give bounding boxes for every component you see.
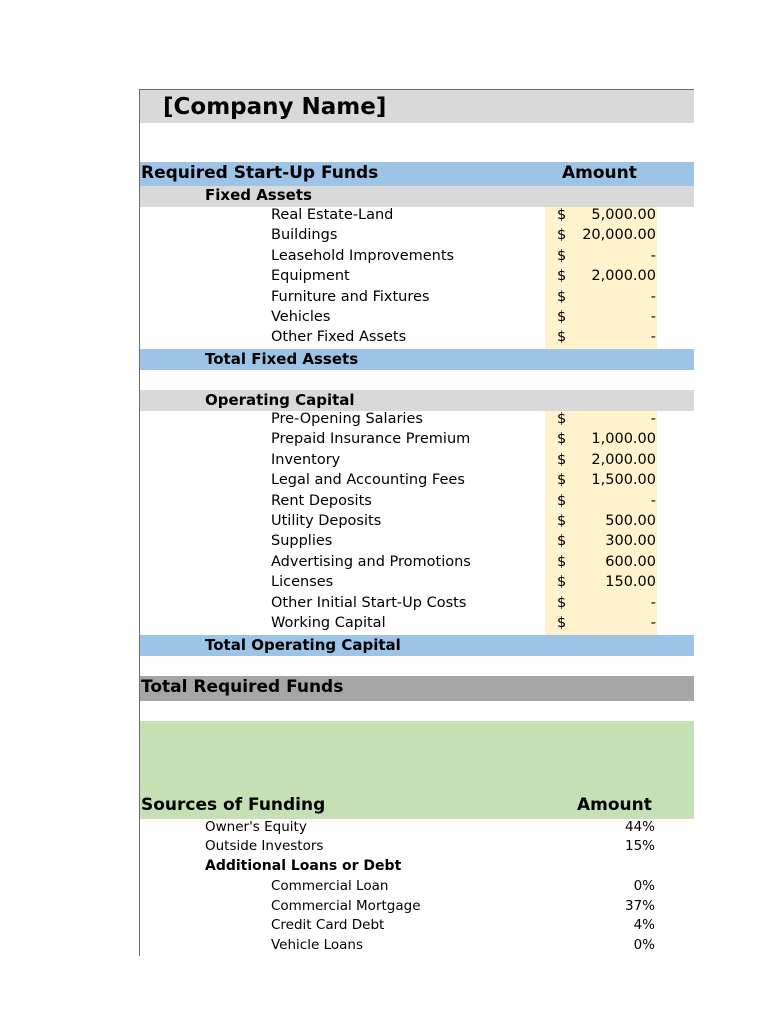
currency-symbol: $ — [557, 309, 567, 325]
line-item-label: Leasehold Improvements — [271, 247, 455, 264]
line-item-label: Pre-Opening Salaries — [271, 411, 423, 427]
total-required-funds-label: Total Required Funds — [141, 677, 344, 697]
line-item-label: Legal and Accounting Fees — [271, 472, 465, 489]
owners-equity-value[interactable]: 44% — [624, 819, 655, 835]
line-item-label: Inventory — [271, 451, 341, 468]
loan-label: Credit Card Debt — [271, 917, 385, 933]
currency-symbol: $ — [557, 574, 567, 591]
currency-symbol: $ — [557, 247, 567, 264]
loan-label: Vehicle Loans — [271, 936, 363, 953]
line-item-amount[interactable]: 20,000.00 — [582, 227, 656, 244]
line-item-amount[interactable]: - — [650, 329, 656, 346]
line-item-label: Other Fixed Assets — [271, 329, 407, 346]
operating-capital-label: Operating Capital — [205, 391, 355, 409]
line-item-amount[interactable]: - — [650, 594, 656, 611]
line-item-label: Advertising and Promotions — [271, 553, 471, 570]
operating-capital-row — [140, 390, 694, 411]
currency-symbol: $ — [557, 513, 567, 529]
currency-symbol: $ — [557, 329, 567, 346]
loan-label: Commercial Mortgage — [271, 897, 421, 914]
currency-symbol: $ — [557, 553, 567, 570]
line-item-amount[interactable]: 1,000.00 — [591, 431, 656, 448]
funding-amount-header: Amount — [577, 795, 652, 815]
currency-symbol: $ — [557, 268, 567, 285]
line-item-amount[interactable]: 5,000.00 — [591, 207, 656, 223]
line-item-amount[interactable]: - — [650, 411, 656, 427]
currency-symbol: $ — [557, 615, 567, 631]
additional-loans-header: Additional Loans or Debt — [205, 858, 402, 874]
line-item-label: Equipment — [271, 268, 350, 285]
currency-symbol: $ — [557, 472, 567, 489]
line-item-label: Rent Deposits — [271, 492, 372, 509]
line-item-label: Licenses — [271, 574, 334, 591]
line-item-amount[interactable]: 500.00 — [605, 513, 656, 529]
sources-of-funding-header: Sources of Funding — [141, 795, 326, 815]
company-name[interactable]: [Company Name] — [163, 94, 387, 120]
spreadsheet — [139, 89, 694, 956]
sources-of-funding-band — [140, 721, 694, 819]
line-item-amount[interactable]: - — [650, 288, 656, 305]
line-item-amount[interactable]: 2,000.00 — [591, 451, 656, 468]
line-item-label: Furniture and Fixtures — [271, 288, 430, 305]
line-item-label: Utility Deposits — [271, 513, 382, 529]
total-operating-capital-row — [140, 635, 694, 656]
loan-value[interactable]: 37% — [624, 897, 655, 914]
currency-symbol: $ — [557, 431, 567, 448]
line-item-label: Buildings — [271, 227, 338, 244]
total-operating-capital-label: Total Operating Capital — [205, 636, 401, 654]
currency-symbol: $ — [557, 411, 567, 427]
currency-symbol: $ — [557, 594, 567, 611]
loan-value[interactable]: 4% — [633, 917, 655, 933]
total-required-funds-row — [140, 676, 694, 701]
total-fixed-assets-row — [140, 349, 694, 370]
loan-label: Commercial Loan — [271, 878, 389, 894]
startup-amount-header: Amount — [562, 163, 637, 183]
line-item-amount[interactable]: 600.00 — [605, 553, 656, 570]
line-item-amount[interactable]: - — [650, 247, 656, 264]
fixed-assets-row — [140, 186, 694, 207]
line-item-amount[interactable]: - — [650, 615, 656, 631]
line-item-amount[interactable]: 1,500.00 — [591, 472, 656, 489]
total-fixed-assets-label: Total Fixed Assets — [205, 350, 359, 368]
startup-header-row — [140, 162, 694, 186]
loan-value[interactable]: 0% — [633, 936, 655, 953]
line-item-label: Working Capital — [271, 615, 386, 631]
line-item-amount[interactable]: 150.00 — [605, 574, 656, 591]
loan-value[interactable]: 0% — [633, 878, 655, 894]
fixed-assets-label: Fixed Assets — [205, 186, 312, 204]
currency-symbol: $ — [557, 207, 567, 223]
currency-symbol: $ — [557, 533, 567, 550]
line-item-label: Supplies — [271, 533, 333, 550]
owners-equity-label: Owner's Equity — [205, 819, 307, 835]
line-item-amount[interactable]: - — [650, 492, 656, 509]
line-item-amount[interactable]: 300.00 — [605, 533, 656, 550]
company-name-row — [140, 90, 694, 123]
line-item-amount[interactable]: - — [650, 309, 656, 325]
outside-investors-label: Outside Investors — [205, 838, 324, 854]
currency-symbol: $ — [557, 492, 567, 509]
currency-symbol: $ — [557, 451, 567, 468]
line-item-label: Prepaid Insurance Premium — [271, 431, 471, 448]
line-item-label: Other Initial Start-Up Costs — [271, 594, 467, 611]
line-item-label: Real Estate-Land — [271, 207, 394, 223]
currency-symbol: $ — [557, 288, 567, 305]
line-item-amount[interactable]: 2,000.00 — [591, 268, 656, 285]
currency-symbol: $ — [557, 227, 567, 244]
startup-header: Required Start-Up Funds — [141, 163, 379, 183]
line-item-label: Vehicles — [271, 309, 331, 325]
outside-investors-value[interactable]: 15% — [624, 838, 655, 854]
